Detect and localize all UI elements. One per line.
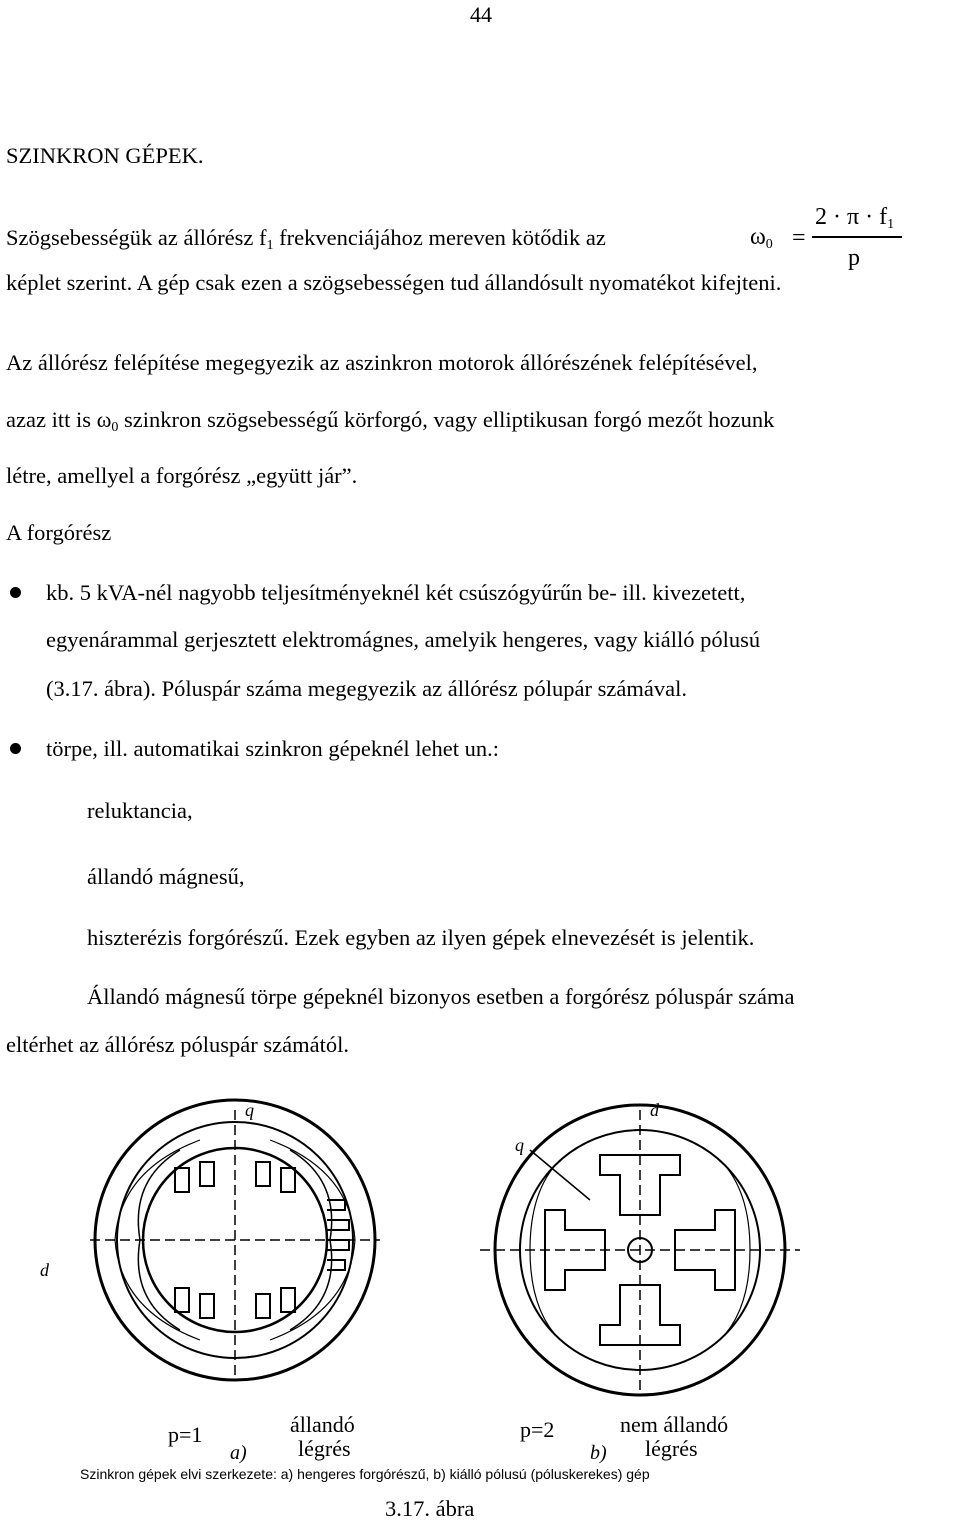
left-axis-d-label: d [40, 1260, 49, 1280]
rotor-heading: A forgórész [6, 520, 112, 545]
machine-diagram-figure [40, 1090, 940, 1490]
left-airgap-1: állandó [290, 1412, 355, 1437]
left-sub-label: a) [230, 1442, 247, 1464]
sub-item-2: állandó mágnesű, [87, 864, 245, 889]
right-axis-d-label: d [650, 1100, 659, 1120]
bullet1-line1: kb. 5 kVA-nél nagyobb teljesítményeknél két csúszógyűrűn be- ill. kivezetett, [46, 580, 746, 605]
right-machine [480, 1105, 800, 1395]
para3-line2: eltérhet az állórész póluspár számától. [6, 1032, 349, 1057]
right-airgap-2: légrés [645, 1436, 698, 1461]
left-axis-q-label: q [245, 1100, 254, 1120]
figure-number: 3.17. ábra [385, 1496, 475, 1521]
para2-line2: azaz itt is $\omega_0$ szinkron szögsebességű körforgó, vagy elliptikusan forgó mezőt hozunk [6, 407, 775, 435]
formula-equals: = [792, 225, 806, 251]
bullet-icon [10, 587, 21, 598]
para2-line1: Az állórész felépítése megegyezik az aszinkron motorok állórészének felépítésével, [6, 350, 758, 375]
para1-line1: Szögsebességük az állórész $f_1$ frekvenciájához mereven kötődik az [6, 225, 606, 253]
right-axis-q-label: q [515, 1135, 524, 1155]
right-airgap-1: nem állandó [620, 1412, 729, 1437]
heading: SZINKRON GÉPEK. [6, 143, 204, 168]
left-machine [90, 1100, 380, 1380]
right-sub-label: b) [590, 1442, 607, 1464]
bullet1-line2: egyenárammal gerjesztett elektromágnes, amelyik hengeres, vagy kiálló pólusú [46, 627, 761, 652]
formula-fraction-bar [812, 236, 902, 238]
para2-line3: létre, amellyel a forgórész „együtt jár”. [6, 463, 358, 488]
left-airgap-2: légrés [298, 1436, 351, 1461]
bullet1-line3: (3.17. ábra). Póluspár száma megegyezik az állórész pólupár számával. [46, 676, 687, 701]
formula-numerator: $2 \cdot \pi \cdot f_1$ [815, 204, 895, 232]
page-number: 44 [470, 2, 492, 27]
para3-line1: Állandó mágnesű törpe gépeknél bizonyos esetben a forgórész póluspár száma [87, 984, 795, 1009]
para1-line2: képlet szerint. A gép csak ezen a szögsebességen tud állandósult nyomatékot kifejteni. [6, 270, 782, 295]
sub-item-1: reluktancia, [87, 798, 193, 823]
bullet-icon [10, 743, 21, 754]
formula-omega: $\omega_0$ [750, 224, 773, 252]
left-p-label: p=1 [168, 1422, 203, 1447]
figure-caption: Szinkron gépek elvi szerkezete: a) hengeres forgórészű, b) kiálló pólusú (póluskerekes) gép [80, 1466, 650, 1482]
bullet2: törpe, ill. automatikai szinkron gépeknél lehet un.: [46, 736, 499, 761]
sub-item-3: hiszterézis forgórészű. Ezek egyben az ilyen gépek elnevezését is jelentik. [87, 925, 755, 950]
formula-denominator: p [848, 245, 860, 271]
right-p-label: p=2 [520, 1417, 555, 1442]
